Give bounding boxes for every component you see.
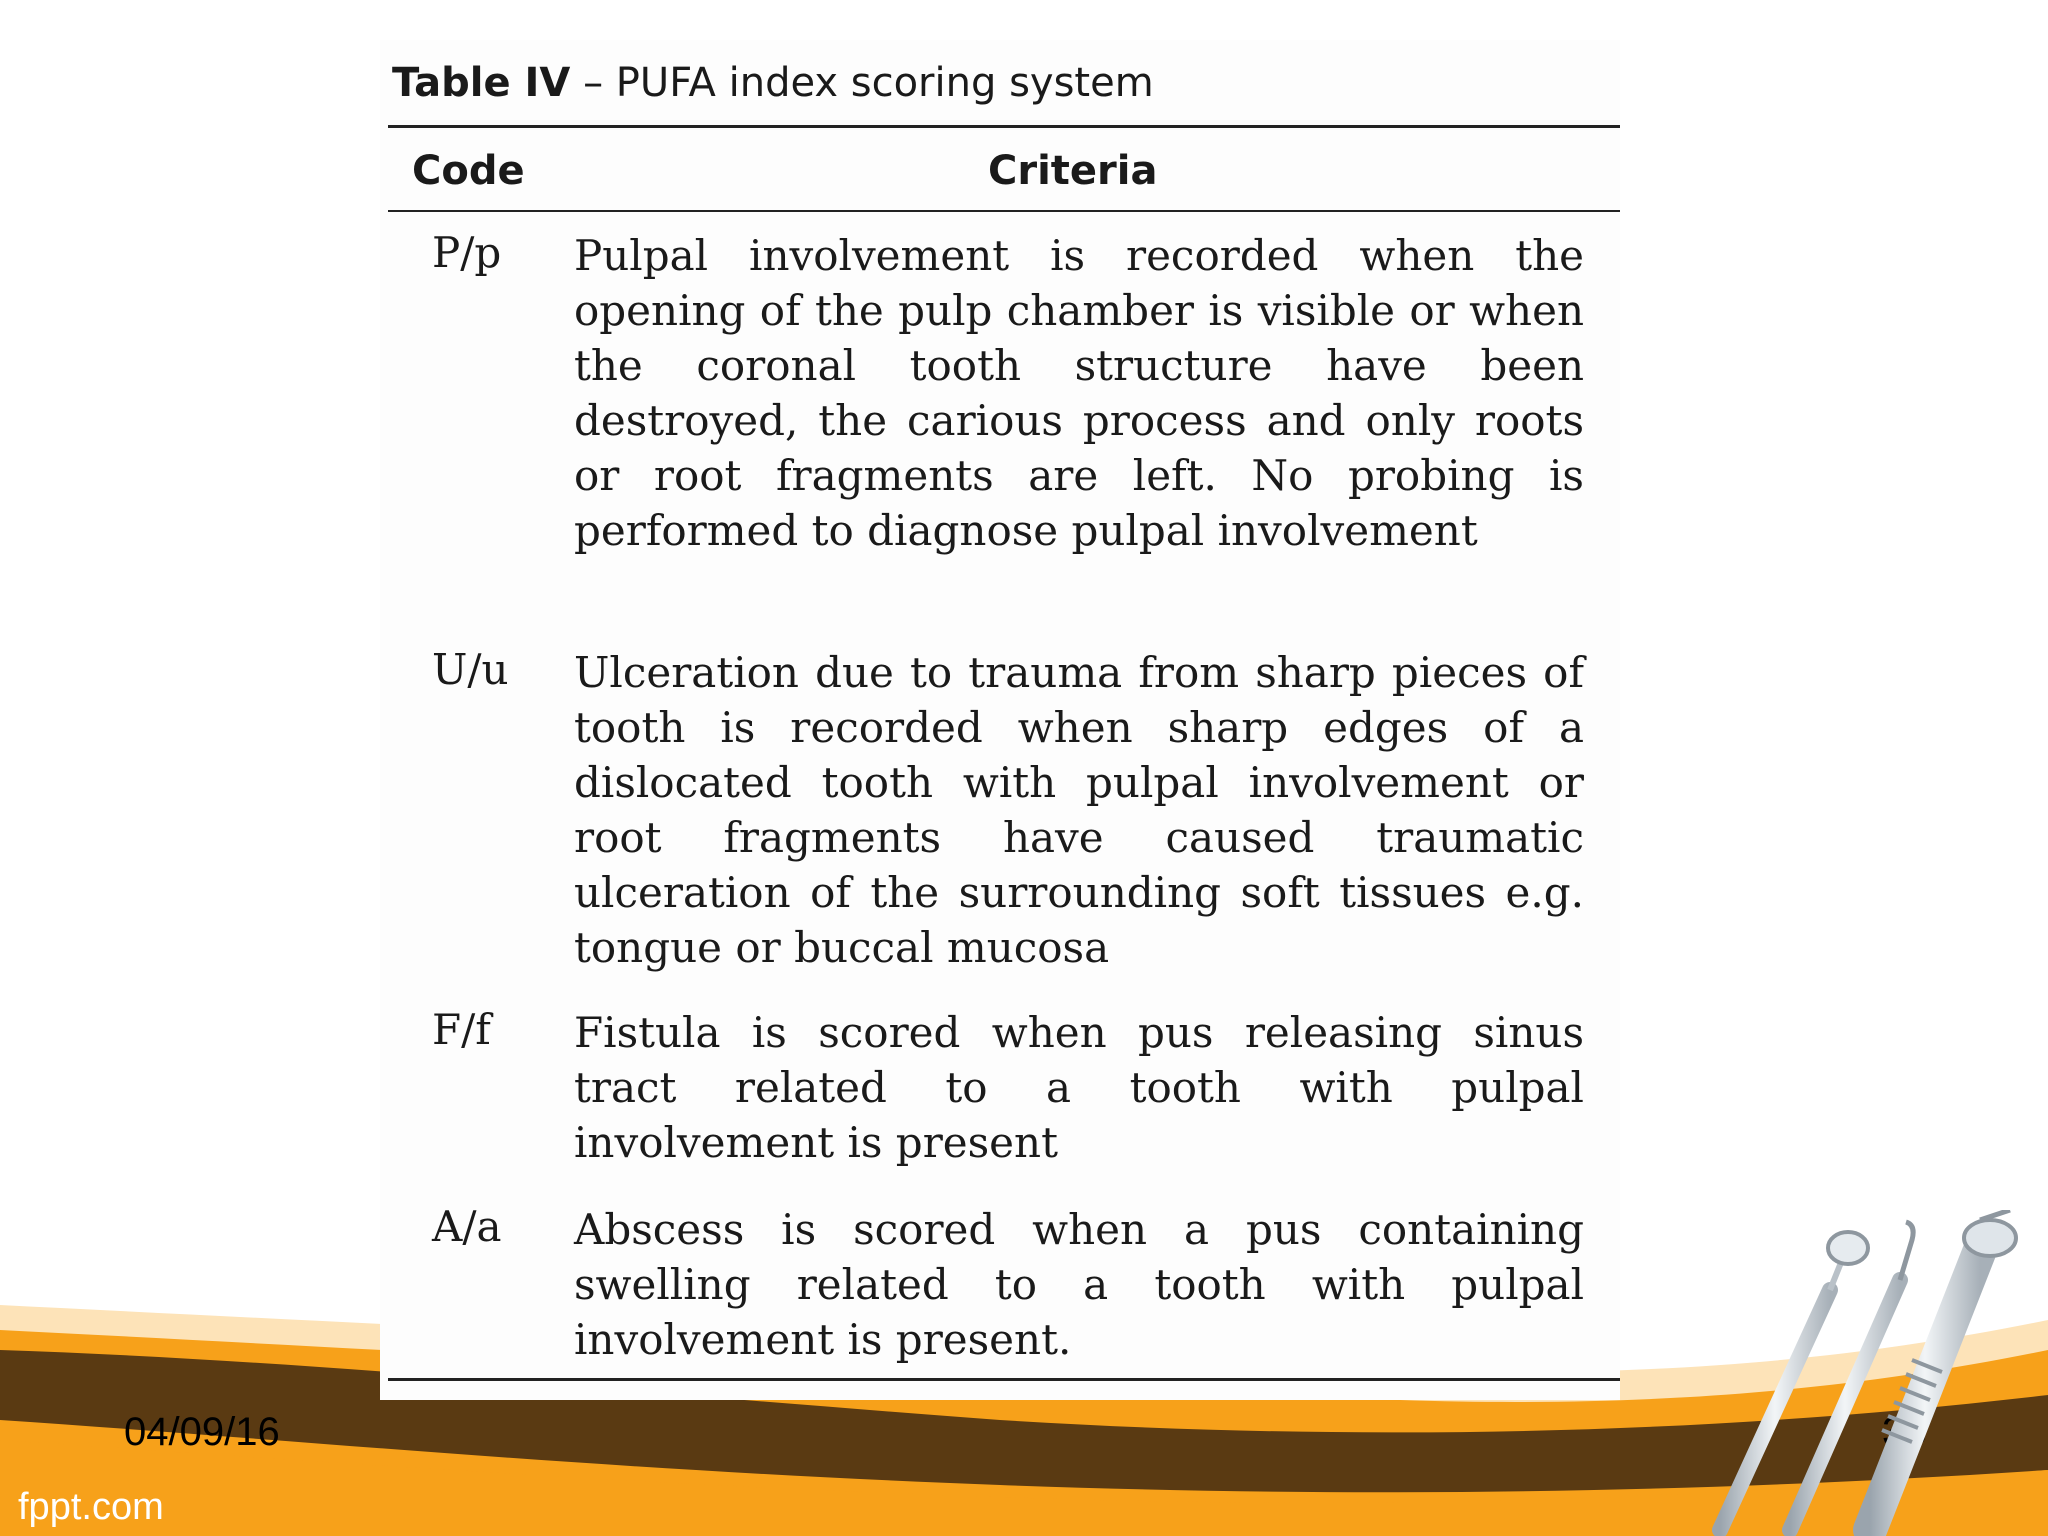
brand-watermark: fppt.com bbox=[18, 1486, 164, 1528]
table-top-rule bbox=[388, 125, 1620, 128]
slide-date: 04/09/16 bbox=[124, 1410, 280, 1454]
table-bottom-rule bbox=[388, 1378, 1620, 1381]
criteria-cell: Fistula is scored when pus releasing sinus tract related to a tooth with pulpal involvement is present bbox=[574, 1008, 1584, 1167]
column-header-criteria: Criteria bbox=[988, 148, 1158, 194]
table-title-text: – PUFA index scoring system bbox=[583, 60, 1154, 106]
table-header-rule bbox=[388, 210, 1620, 212]
code-cell: F/f bbox=[432, 1005, 491, 1054]
criteria-cell: Pulpal involvement is recorded when the opening of the pulp chamber is visible or when the coronal tooth structure have been destroyed, the carious process and only roots or root fragments are left. No probing is performed to diagnose pulpal involvement bbox=[574, 231, 1584, 555]
pufa-table bbox=[380, 40, 1620, 1400]
code-cell: U/u bbox=[432, 645, 509, 694]
table-title bbox=[392, 60, 1154, 106]
code-cell: A/a bbox=[432, 1202, 502, 1251]
column-header-code: Code bbox=[412, 148, 525, 194]
criteria-cell: Abscess is scored when a pus containing swelling related to a tooth with pulpal involvement is present. bbox=[574, 1205, 1584, 1364]
dental-tools-icon bbox=[1680, 1210, 2048, 1536]
table-title-label: Table IV bbox=[392, 60, 571, 106]
code-cell: P/p bbox=[432, 228, 502, 277]
criteria-cell: Ulceration due to trauma from sharp pieces of tooth is recorded when sharp edges of a dislocated tooth with pulpal involvement or root fragments have caused traumatic ulceration of the surrounding soft tissues e.g. tongue or buccal mucosa bbox=[574, 648, 1584, 972]
